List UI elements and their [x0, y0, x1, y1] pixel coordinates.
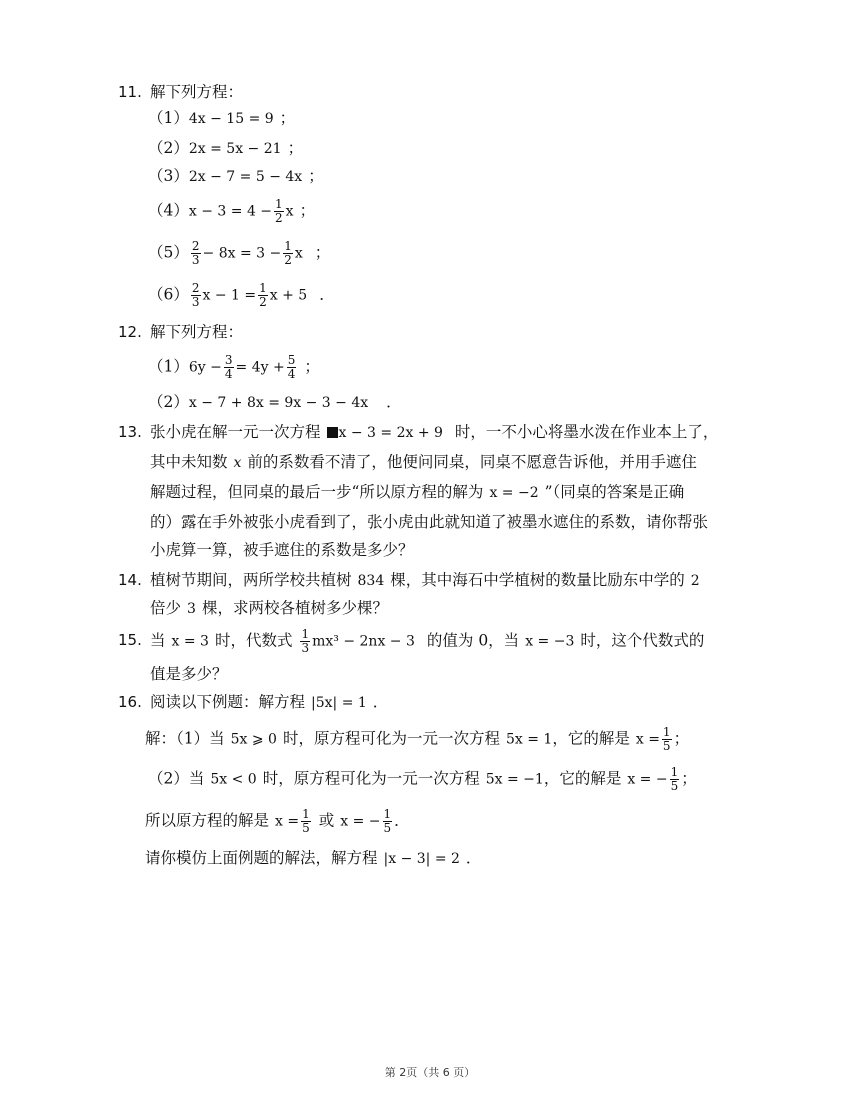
q12-stem: 解下列方程：: [150, 323, 244, 341]
text: 时，原方程可化为一元一次方程: [282, 729, 500, 748]
text: 前的系数看不清了，他便问同桌，同桌不愿意告诉他，并用手遮住: [247, 453, 697, 471]
text: 其中未知数: [150, 453, 228, 471]
condition: 5x < 0: [210, 771, 257, 788]
fraction: $\frac{1}{2}$: [259, 281, 267, 309]
text: 解题过程，但同桌的最后一步“所以原方程的解为: [150, 483, 484, 501]
text: ，它的解是: [552, 729, 630, 748]
q11-stem: 解下列方程：: [150, 83, 244, 101]
equation: x + 5: [269, 287, 308, 304]
text: 棵，其中海石中学植树的数量比励东中学的: [390, 571, 685, 589]
number: 834: [357, 573, 385, 589]
text: ”（同桌的答案是正确: [544, 483, 685, 501]
equation: |x − 3| = 2: [383, 851, 460, 867]
punct: ．: [394, 811, 410, 830]
item-label: （3）: [148, 167, 189, 185]
text: 时，这个代数式的: [580, 631, 705, 650]
text: 时，一不小心将墨水泼在作业本上了，: [454, 423, 719, 441]
item-label: （5）: [148, 243, 189, 262]
item-label: （2）: [148, 139, 189, 157]
equation: x − 3 = 4 −: [188, 203, 273, 220]
q11-number: 11.: [118, 83, 142, 101]
equation: x = −3: [525, 633, 575, 650]
text: 倍少: [150, 599, 182, 617]
punct: ；: [287, 139, 304, 157]
text: （2）当: [148, 769, 205, 788]
text: 张小虎在解一元一次方程: [150, 423, 321, 441]
equation: 4x − 15 = 9: [188, 111, 274, 127]
equation: = 4y +: [235, 359, 285, 376]
punct: ；: [299, 201, 316, 220]
variable: x: [233, 455, 242, 471]
ink-blot-icon: [327, 427, 338, 438]
punct: ．: [372, 693, 389, 711]
punct: ；: [279, 109, 296, 127]
text: 的值为 0，当: [426, 631, 520, 650]
fraction: $\frac{2}{3}$: [191, 239, 200, 267]
item-label: （1）: [148, 357, 189, 376]
text: 阅读以下例题：解方程: [150, 693, 306, 711]
text: 当: [150, 631, 166, 650]
text: 所以原方程的解是: [145, 811, 270, 830]
text: 时，代数式: [214, 631, 293, 650]
expression: mx³ − 2nx − 3: [312, 633, 415, 650]
equation: 2x = 5x − 21: [188, 141, 282, 157]
equation: x = −: [340, 813, 381, 830]
number: 3: [187, 601, 196, 617]
fraction: $\frac{1}{5}$: [670, 765, 679, 793]
fraction: $\frac{1}{5}$: [302, 807, 310, 835]
q15-number: 15.: [118, 631, 142, 649]
equation: x − 7 + 8x = 9x − 3 − 4x: [188, 395, 369, 411]
text: 棵，求两校各植树多少棵？: [201, 599, 388, 617]
equation: x − 3 = 2x + 9: [338, 425, 443, 441]
q14-number: 14.: [118, 571, 142, 589]
equation: x: [285, 203, 294, 220]
punct: ；: [314, 243, 331, 262]
text: ，它的解是: [543, 769, 622, 788]
fraction: $\frac{1}{2}$: [275, 197, 283, 225]
equation: 5x = 1: [505, 731, 553, 748]
text: 值是多少？: [150, 665, 228, 683]
punct: ．: [319, 285, 335, 304]
text: 时，原方程可化为一元一次方程: [262, 769, 480, 788]
fraction: $\frac{1}{5}$: [383, 807, 392, 835]
punct: ；: [673, 729, 690, 748]
item-label: （1）: [148, 109, 189, 127]
q12-number: 12.: [118, 323, 142, 341]
equation: x = 3: [171, 633, 209, 650]
q16-number: 16.: [118, 693, 142, 711]
equation: x: [294, 245, 303, 262]
text: 解：（1）当: [145, 729, 225, 748]
text: 请你模仿上面例题的解法，解方程: [145, 849, 378, 867]
item-label: （4）: [148, 201, 189, 220]
equation: 5x = −1: [485, 771, 544, 788]
page-footer: 第 2页（共 6 页）: [384, 1066, 476, 1079]
equation: x − 1 =: [202, 287, 257, 304]
punct: ；: [304, 357, 320, 376]
equation: 6y −: [188, 359, 222, 376]
text: 植树节期间，两所学校共植树: [150, 571, 352, 589]
equation: 2x − 7 = 5 − 4x: [188, 169, 303, 185]
fraction: $\frac{5}{4}$: [287, 353, 296, 381]
condition: 5x ⩾ 0: [230, 731, 277, 748]
equation: x =: [275, 813, 300, 830]
number: 2: [690, 573, 700, 589]
item-label: （6）: [148, 285, 189, 304]
text: 的）露在手外被张小虎看到了，张小虎由此就知道了被墨水遮住的系数，请你帮张: [150, 513, 709, 531]
fraction: $\frac{3}{4}$: [224, 353, 233, 381]
punct: ．: [465, 849, 482, 867]
text: 小虎算一算，被手遮住的系数是多少？: [150, 541, 414, 559]
equation: x = −: [627, 771, 668, 788]
equation: x =: [635, 731, 660, 748]
fraction: $\frac{1}{5}$: [662, 725, 671, 753]
fraction: $\frac{1}{3}$: [301, 627, 310, 655]
equation: |5x| = 1: [311, 695, 367, 711]
equation: − 8x = 3 −: [202, 245, 282, 262]
item-label: （2）: [148, 393, 189, 411]
punct: ．: [386, 393, 402, 411]
fraction: $\frac{2}{3}$: [191, 281, 200, 309]
punct: ；: [681, 769, 697, 788]
fraction: $\frac{1}{2}$: [284, 239, 292, 267]
punct: ；: [308, 167, 324, 185]
equation: x = −2: [489, 485, 539, 501]
text: 或: [318, 811, 335, 830]
q13-number: 13.: [118, 423, 142, 441]
